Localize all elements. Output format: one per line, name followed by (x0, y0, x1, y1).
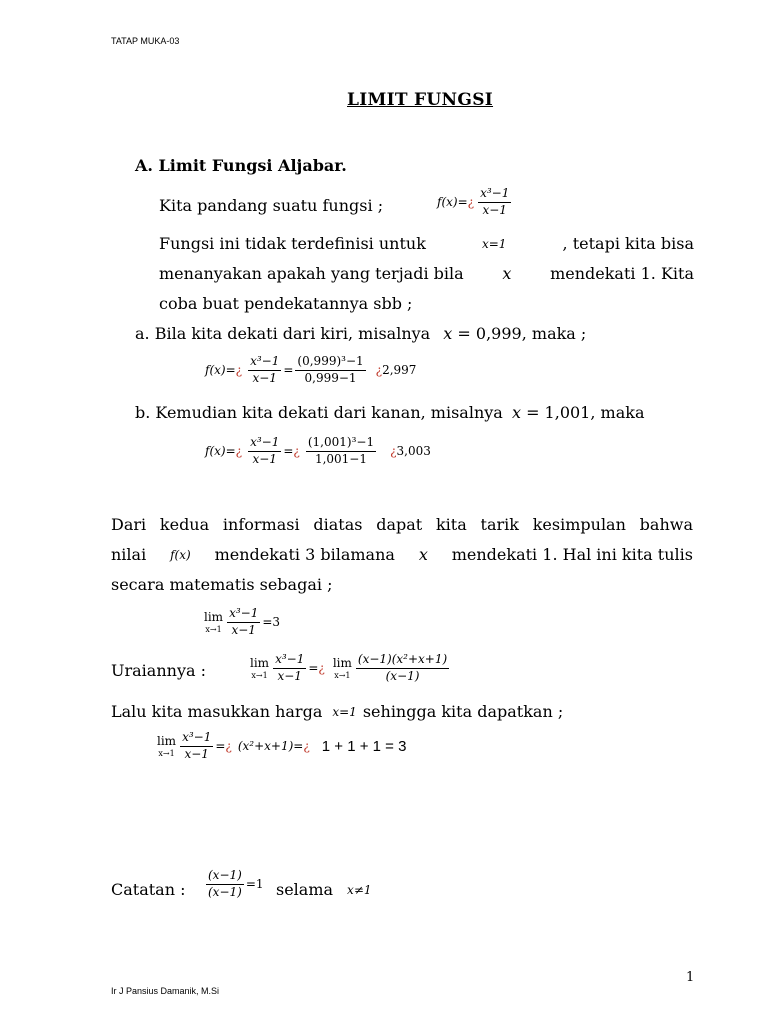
fraction-denominator: x−1 (231, 622, 256, 637)
fraction-numerator: x³−1 (478, 187, 511, 203)
text-span: selama (276, 880, 334, 899)
fraction-denominator: 0,999−1 (304, 370, 357, 385)
equals-sign: = (215, 739, 226, 754)
result-value: 2,997 (382, 363, 417, 378)
text-span: , tetapi kita bisa (562, 234, 694, 253)
equals-sign: = (283, 444, 294, 459)
render-glyph: ¿ (303, 739, 310, 754)
text-span: a. Bila kita dekati dari kiri, misalnya (135, 324, 431, 343)
fraction (248, 355, 281, 386)
text-span: nilai (111, 545, 147, 564)
fraction-numerator: (1,001)³−1 (306, 436, 376, 452)
conclusion-line (111, 547, 693, 563)
lim-text: lim (157, 734, 177, 749)
inline-variable: x (502, 264, 512, 283)
text-span: = 0,999, maka ; (457, 324, 587, 343)
fx-lhs: f(x)= (205, 444, 236, 459)
conclusion-line: secara matematis sebagai ; (111, 575, 333, 594)
limit-equation (204, 607, 280, 638)
fraction-denominator: (x−1) (385, 668, 420, 683)
fraction (295, 355, 365, 386)
page-footer: Ir J Pansius Damanik, M.Si (111, 986, 220, 996)
text-span: menanyakan apakah yang terjadi bila (159, 264, 464, 283)
render-glyph: ¿ (390, 444, 397, 459)
text-span: mendekati 3 bilamana (214, 545, 395, 564)
fraction (356, 653, 449, 684)
final-equation (157, 731, 406, 762)
text-span: mendekati 1. Hal ini kita tulis (451, 545, 693, 564)
fraction-numerator: x³−1 (248, 436, 281, 452)
fraction-denominator: 1,001−1 (314, 451, 367, 466)
fraction-numerator: (x−1)(x²+x+1) (356, 653, 449, 669)
lim-text: lim (332, 656, 352, 671)
item-b-equation (205, 436, 431, 467)
limit-operator (333, 656, 352, 680)
text-span: = 1,001, maka (526, 403, 645, 422)
fraction (273, 653, 306, 684)
limit-operator (157, 734, 176, 758)
lim-subscript: x→1 (334, 671, 351, 681)
render-glyph: ¿ (235, 363, 243, 378)
fraction-denominator: x−1 (252, 370, 277, 385)
fx-lhs: f(x)= (437, 195, 468, 210)
uraian-equation (250, 653, 451, 684)
item-b-line (135, 405, 644, 421)
text-span: Lalu kita masukkan harga (111, 702, 323, 721)
section-heading: A. Limit Fungsi Aljabar. (135, 156, 347, 175)
equation-rhs: =1 (245, 877, 264, 892)
inline-equation: x=1 (481, 237, 507, 251)
inline-variable: x (443, 324, 453, 343)
fraction (248, 436, 281, 467)
render-glyph: ¿ (318, 661, 325, 676)
equation-middle: (x²+x+1)= (237, 739, 304, 754)
fraction (206, 869, 244, 900)
equals-sign: = (308, 661, 319, 676)
inline-equation: f(x) (170, 548, 191, 562)
fraction-numerator: x³−1 (273, 653, 306, 669)
inline-variable: x (418, 545, 428, 564)
lalu-line (111, 704, 563, 720)
text-span: mendekati 1. Kita (550, 264, 694, 283)
fraction (227, 607, 260, 638)
inline-equation: x≠1 (347, 883, 372, 897)
item-a-equation (205, 355, 416, 386)
fraction-denominator: (x−1) (208, 884, 242, 899)
page-number: 1 (686, 970, 695, 985)
fraction-numerator: (0,999)³−1 (295, 355, 365, 371)
equals-sign: = (283, 363, 294, 378)
inline-equation: x=1 (332, 705, 357, 719)
fraction-numerator: (x−1) (206, 869, 244, 885)
fraction-denominator: x−1 (482, 202, 507, 217)
equation-rhs: =3 (262, 615, 281, 630)
result-value: 1 + 1 + 1 = 3 (321, 737, 407, 755)
limit-operator (204, 610, 223, 634)
fraction (180, 731, 213, 762)
uraian-label: Uraiannya : (111, 661, 206, 680)
render-glyph: ¿ (225, 739, 232, 754)
fraction-denominator: x−1 (277, 668, 302, 683)
fraction-numerator: x³−1 (248, 355, 281, 371)
item-a-line (135, 326, 586, 342)
limit-operator (250, 656, 269, 680)
conclusion-line: Dari kedua informasi diatas dapat kita tarik kesimpulan bahwa (111, 515, 693, 534)
fraction (478, 187, 511, 218)
fraction-denominator: x−1 (252, 451, 277, 466)
intro-equation (437, 187, 513, 218)
paragraph-line: coba buat pendekatannya sbb ; (159, 294, 413, 313)
text-span: sehingga kita dapatkan ; (362, 702, 564, 721)
fraction-numerator: x³−1 (180, 731, 213, 747)
intro-text: Kita pandang suatu fungsi ; (159, 196, 384, 215)
render-glyph: ¿ (235, 444, 243, 459)
render-glyph: ¿ (293, 444, 300, 459)
page-title: LIMIT FUNGSI (347, 90, 494, 110)
lim-subscript: x→1 (205, 625, 222, 635)
text-span: b. Kemudian kita dekati dari kanan, misalnya (135, 403, 503, 422)
render-glyph: ¿ (467, 195, 475, 210)
render-glyph: ¿ (375, 363, 383, 378)
lim-subscript: x→1 (158, 749, 175, 759)
inline-variable: x (511, 403, 521, 422)
paragraph-line (159, 266, 694, 282)
fraction-denominator: x−1 (184, 746, 209, 761)
result-value: 3,003 (396, 444, 431, 459)
fraction-numerator: x³−1 (227, 607, 260, 623)
lim-text: lim (250, 656, 270, 671)
page-header: TATAP MUKA-03 (111, 36, 180, 46)
paragraph-line (159, 236, 694, 252)
catatan-condition (276, 882, 372, 898)
fx-lhs: f(x)= (205, 363, 236, 378)
catatan-equation (204, 869, 264, 900)
lim-subscript: x→1 (251, 671, 268, 681)
fraction (306, 436, 376, 467)
lim-text: lim (204, 610, 224, 625)
text-span: Fungsi ini tidak terdefinisi untuk (159, 234, 426, 253)
catatan-label: Catatan : (111, 880, 186, 899)
